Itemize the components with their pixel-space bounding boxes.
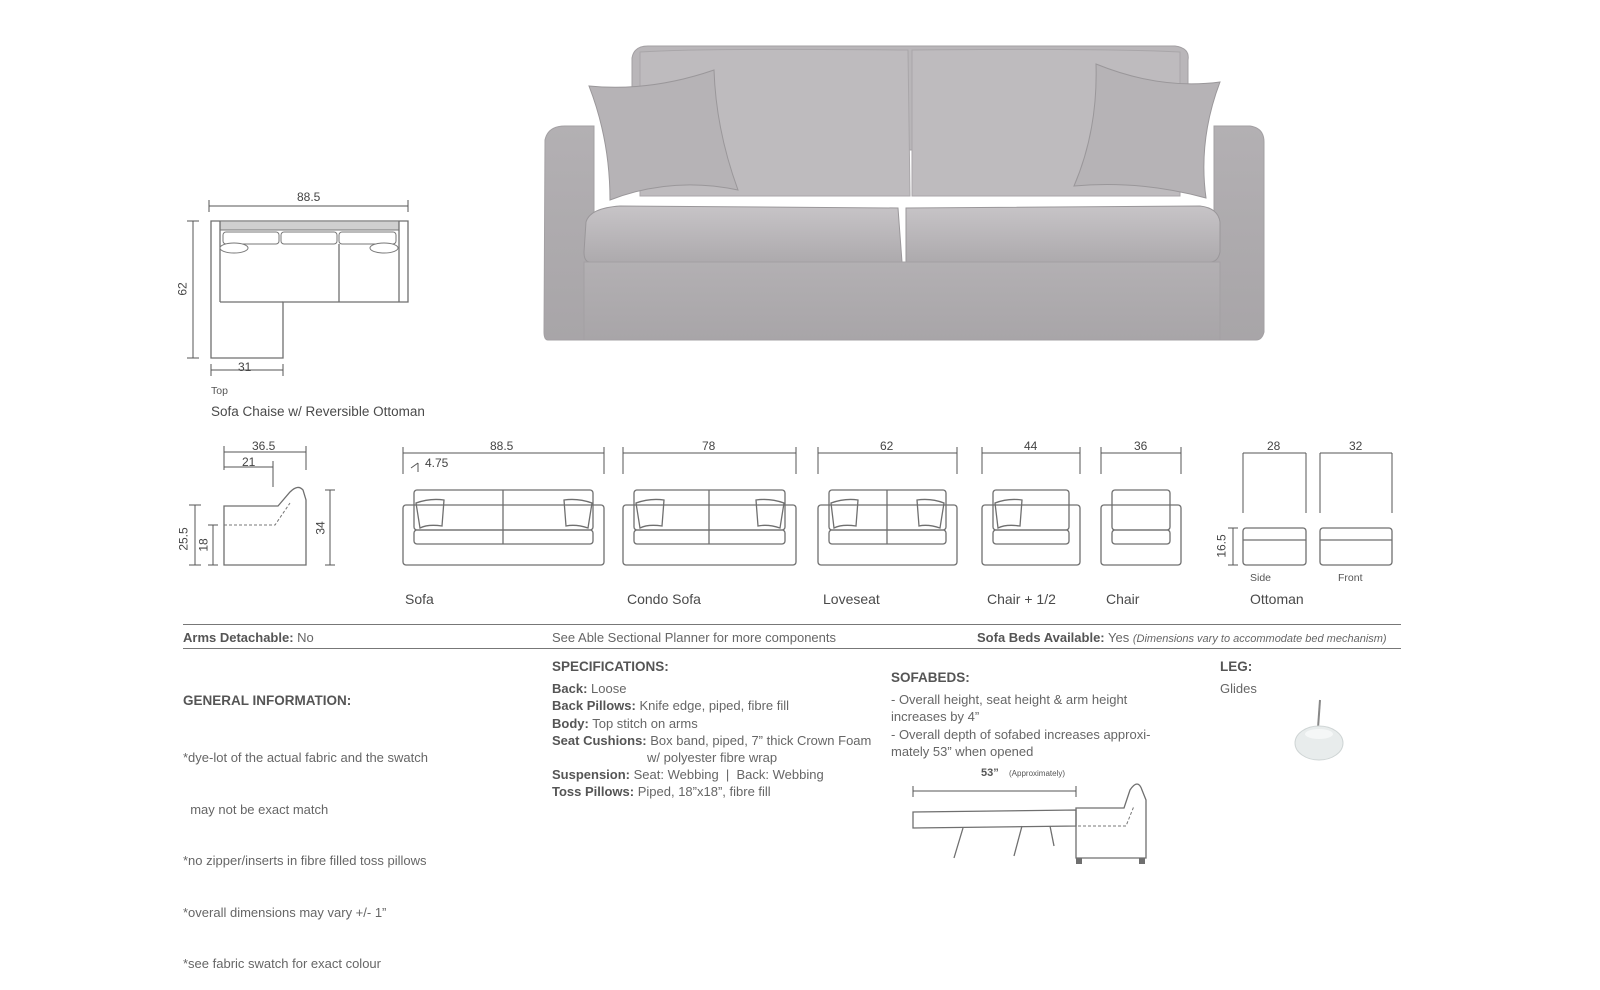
sofa-label: Sofa [405,591,434,607]
loveseat-diagram [818,447,957,565]
sofabeds-line: increases by 4” [891,709,980,725]
general-line: *see fabric swatch for exact colour [183,956,381,972]
sofa-photo [540,40,1260,340]
chair-and-half-diagram [982,447,1080,565]
sofa-arm-dim: 4.75 [425,456,449,470]
sofabeds-section [891,669,1181,760]
general-line: *no zipper/inserts in fibre filled toss pillows [183,853,427,869]
chair-half-width-dim: 44 [1024,439,1038,453]
planner-note: See Able Sectional Planner for more components [552,630,837,645]
side-seat-height-dim: 18 [196,538,211,552]
sofabeds-label: Sofa Beds Available: [977,630,1105,645]
sofabeds-note: (Dimensions vary to accommodate bed mechanism) [1132,633,1387,645]
condo-sofa-label: Condo Sofa [627,591,701,607]
spec-seat-cushions: Seat Cushions: Box band, piped, 7” thick Crown Foam [552,732,872,748]
ottoman-side-label: Side [1250,572,1272,584]
ottoman-diagram [1228,453,1392,565]
side-back-height-dim: 25.5 [176,527,191,551]
divider-top [183,624,1401,625]
arms-value: No [297,630,314,645]
specifications [552,658,882,801]
sofabeds-line: - Overall depth of sofabed increases approxi- [891,726,1151,742]
glide-icon [1290,696,1350,766]
general-line: *dye-lot of the actual fabric and the swatch [183,750,428,766]
chair-half-label: Chair + 1/2 [987,591,1056,607]
top-view-label: Top [211,385,228,397]
chair-diagram [1101,447,1181,565]
top-view-diagram [175,180,438,380]
arms-detachable [183,630,314,645]
spec-back-pillows: Back Pillows: Knife edge, piped, fibre fill [552,698,790,714]
ottoman-label: Ottoman [1250,591,1304,607]
condo-sofa-diagram [623,447,796,565]
arms-label: Arms Detachable: [183,630,294,645]
side-profile-diagram [176,440,336,580]
side-height-dim: 34 [313,521,328,535]
side-depth-dim: 36.5 [252,439,276,453]
sofabeds-value: Yes [1108,630,1130,645]
leg-section [1220,658,1370,697]
side-seat-depth-dim: 21 [242,455,256,469]
sofabeds-title: SOFABEDS: [891,670,970,685]
ottoman-height-dim: 16.5 [1214,534,1229,558]
chaise-caption: Sofa Chaise w/ Reversible Ottoman [211,404,425,419]
condo-width-dim: 78 [702,439,716,453]
leg-value: Glides [1220,681,1257,697]
ottoman-front-label: Front [1338,572,1363,584]
spec-toss-pillows: Toss Pillows: Piped, 18”x18”, fibre fill [552,784,771,800]
chaise-width-dim: 31 [238,360,252,374]
chair-label: Chair [1106,591,1140,607]
spec-suspension: Suspension: Seat: Webbing | Back: Webbing [552,767,824,783]
specs-title: SPECIFICATIONS: [552,659,669,674]
sofabed-open-diagram [905,770,1165,870]
sofabed-open-note: (Approximately) [1009,769,1066,778]
top-width-dim: 88.5 [297,190,321,204]
divider-bottom [183,648,1401,649]
general-line: *overall dimensions may vary +/- 1” [183,904,387,920]
leg-title: LEG: [1220,659,1253,674]
chair-width-dim: 36 [1134,439,1148,453]
general-information [183,658,483,990]
spec-back: Back: Loose [552,681,627,697]
sofabeds-line: - Overall height, seat height & arm height [891,692,1128,708]
sofa-width-dim: 88.5 [490,439,514,453]
ottoman-side-width-dim: 28 [1267,439,1281,453]
loveseat-width-dim: 62 [880,439,894,453]
general-line: may not be exact match [183,801,329,817]
general-title: GENERAL INFORMATION: [183,693,352,709]
loveseat-label: Loveseat [823,591,880,607]
top-depth-dim: 62 [175,282,190,296]
sofabed-open-depth: 53” [981,767,999,779]
ottoman-front-width-dim: 32 [1349,439,1363,453]
sofabeds-available [977,630,1387,645]
component-front-views [395,440,1395,580]
spec-seat-cushions-cont: w/ polyester fibre wrap [647,750,778,766]
sofabeds-line: mately 53” when opened [891,743,1034,759]
spec-body: Body: Top stitch on arms [552,715,698,731]
